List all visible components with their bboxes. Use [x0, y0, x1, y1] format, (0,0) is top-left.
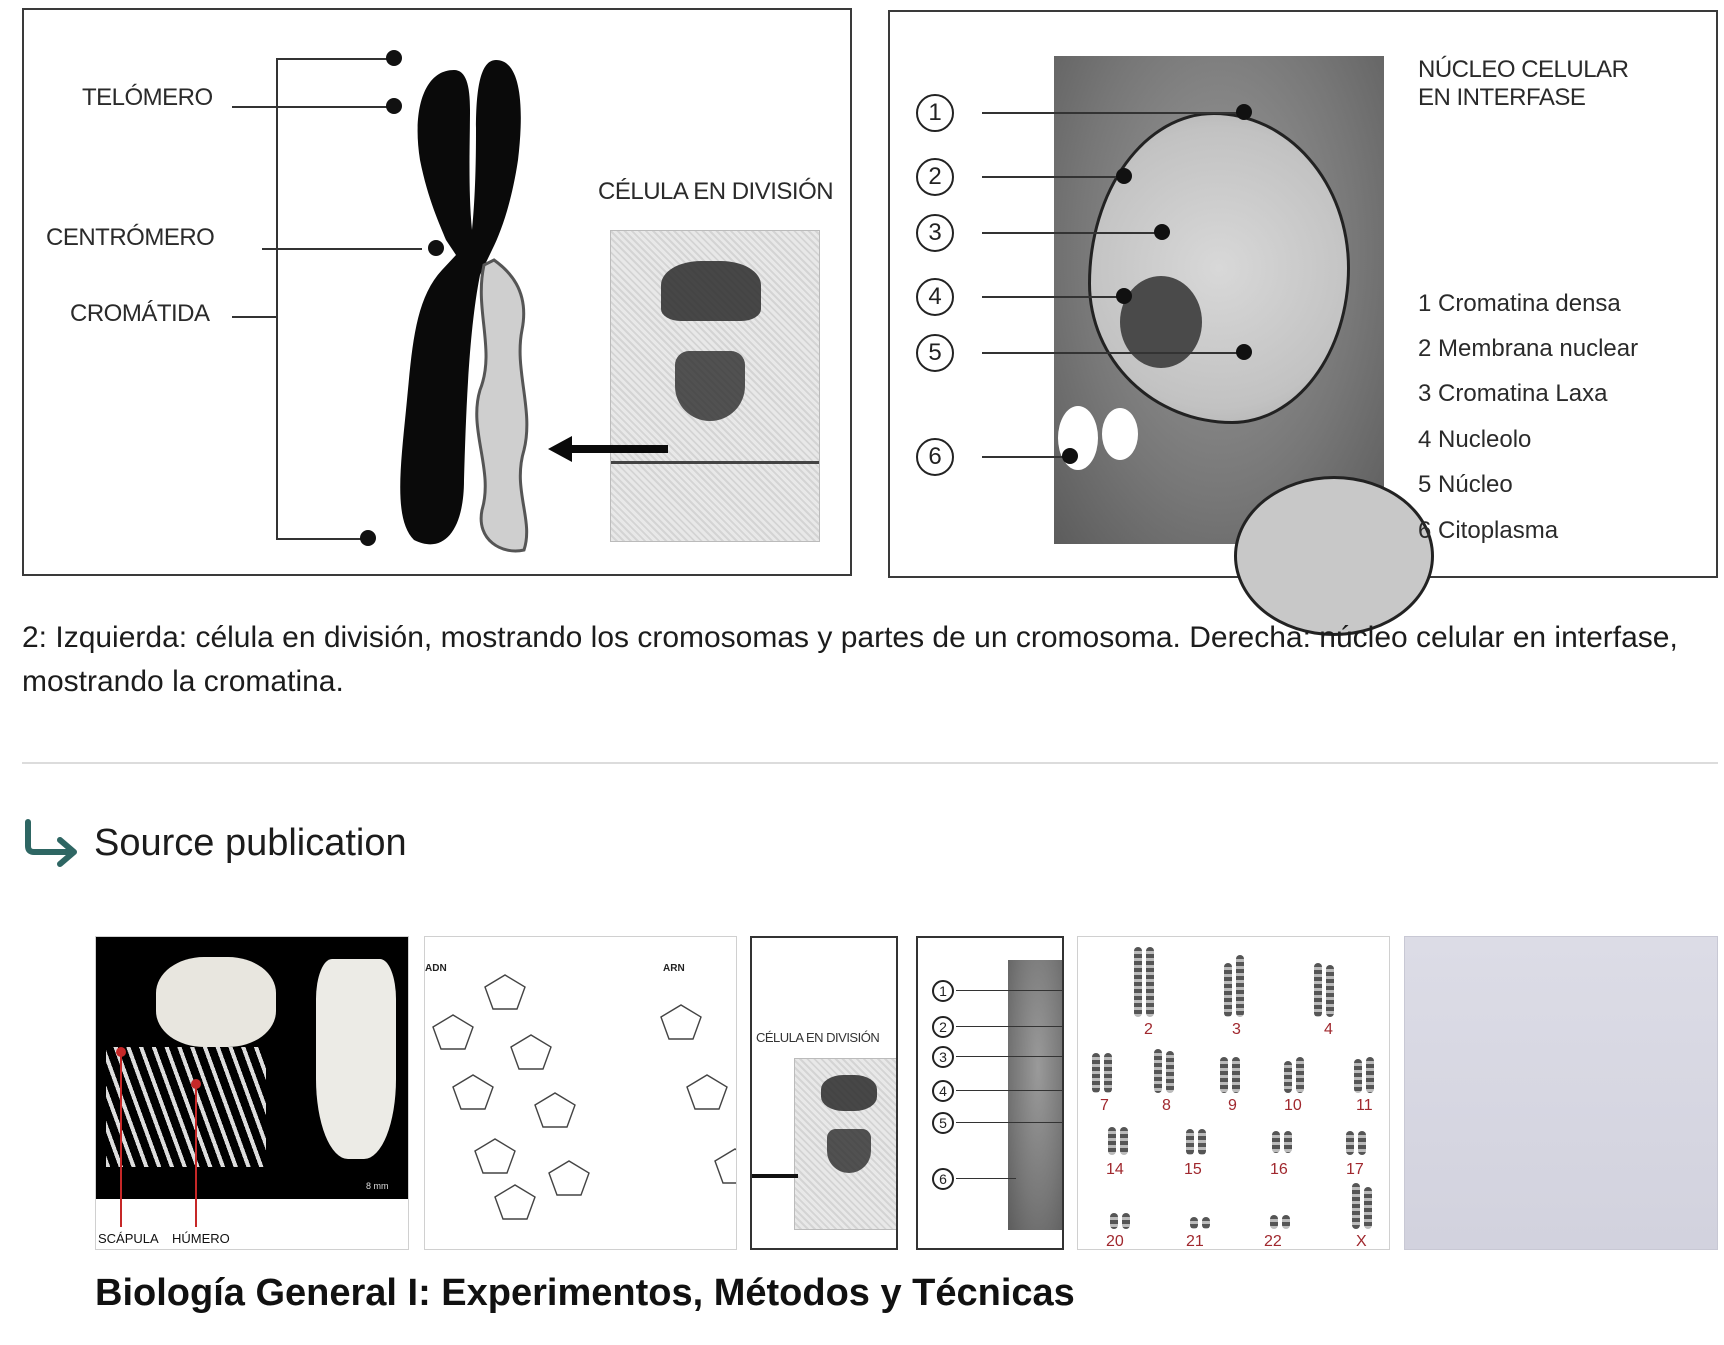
- marker-dot: [1062, 448, 1078, 464]
- source-publication-label: Source publication: [94, 821, 407, 864]
- arrow-left-icon: [548, 434, 668, 464]
- pointer-line: [982, 232, 1162, 234]
- publication-title[interactable]: Biología General I: Experimentos, Métodos y Técnicas: [95, 1272, 1075, 1314]
- karyotype-number: 2: [1144, 1021, 1153, 1038]
- thumb-marker-6: 6: [932, 1168, 954, 1190]
- thumb-arrow-fragment: [752, 1174, 798, 1178]
- thumbnail-cell-division-crop[interactable]: [750, 936, 898, 1250]
- pointer-line: [956, 1056, 1064, 1057]
- pointer-line: [982, 352, 1244, 354]
- karyotype-number: 22: [1264, 1233, 1282, 1250]
- marker-1: 1: [916, 94, 954, 132]
- label-centromere: CENTRÓMERO: [46, 224, 215, 251]
- pointer-line: [276, 538, 366, 540]
- thumb-marker-3: 3: [932, 1046, 954, 1068]
- marker-3: 3: [916, 214, 954, 252]
- marker-2: 2: [916, 158, 954, 196]
- pointer-line: [956, 1026, 1064, 1027]
- marker-6: 6: [916, 438, 954, 476]
- thumb-micrograph: [794, 1058, 898, 1230]
- pointer-line: [982, 176, 1122, 178]
- nucleus-micrograph: [1054, 56, 1384, 544]
- telomere-dot: [360, 530, 376, 546]
- nucleus-title-line1: NÚCLEO CELULAR: [1418, 56, 1629, 83]
- thumb-label-scapula: SCÁPULA: [98, 1231, 159, 1246]
- nucleolus-shape: [1120, 276, 1202, 368]
- karyotype-number: 7: [1100, 1097, 1109, 1114]
- karyotype-number: X: [1356, 1233, 1367, 1250]
- karyotype-number: 14: [1106, 1161, 1124, 1178]
- karyotype-number: 21: [1186, 1233, 1204, 1250]
- karyotype-number: 15: [1184, 1161, 1202, 1178]
- cell-division-title: CÉLULA EN DIVISIÓN: [598, 178, 834, 205]
- figure-caption: 2: Izquierda: célula en división, mostrando los cromosomas y partes de un cromosoma. Derecha: núcleo celular en interfase, mostrando la cromatina.: [22, 621, 1678, 698]
- bracket-line: [276, 58, 278, 540]
- pointer-line: [956, 990, 1064, 991]
- label-telomere: TELÓMERO: [82, 84, 213, 111]
- thumb-cell-division-title: CÉLULA EN DIVISIÓN: [756, 1030, 880, 1045]
- return-arrow-icon: [22, 818, 80, 868]
- karyotype-number: 10: [1284, 1097, 1302, 1114]
- karyotype-number: 17: [1346, 1161, 1364, 1178]
- karyotype-number: 4: [1324, 1021, 1333, 1038]
- label-chromatid: CROMÁTIDA: [70, 300, 210, 327]
- pointer-line: [956, 1178, 1016, 1179]
- dividing-cell-micrograph: [610, 230, 820, 542]
- nucleus-shape: [1088, 112, 1350, 424]
- source-publication-header: [22, 818, 407, 868]
- thumb-marker-4: 4: [932, 1080, 954, 1102]
- legend-item-2: 2 Membrana nuclear: [1418, 335, 1639, 362]
- karyotype-number: 11: [1356, 1097, 1373, 1114]
- thumb-marker-5: 5: [932, 1112, 954, 1134]
- thumb-marker-1: 1: [932, 980, 954, 1002]
- marker-dot: [1236, 344, 1252, 360]
- chromosome-figure-panel: [22, 8, 852, 576]
- karyotype-number: 16: [1270, 1161, 1288, 1178]
- nucleus-title-line2: EN INTERFASE: [1418, 84, 1586, 111]
- pointer-line: [232, 316, 276, 318]
- thumbnail-placeholder[interactable]: [1404, 936, 1718, 1250]
- pointer-line: [276, 58, 394, 60]
- marker-dot: [1116, 168, 1132, 184]
- karyotype-number: 8: [1162, 1097, 1171, 1114]
- marker-dot: [1236, 104, 1252, 120]
- nucleotide-structure-illustration: [425, 937, 737, 1250]
- marker-dot: [1154, 224, 1170, 240]
- karyotype-number: 20: [1106, 1233, 1124, 1250]
- marker-5: 5: [916, 334, 954, 372]
- chromosome-illustration: [384, 50, 584, 570]
- legend-item-6: 6 Citoplasma: [1418, 517, 1559, 544]
- section-divider: [22, 762, 1718, 764]
- marker-dot: [1116, 288, 1132, 304]
- pointer-line: [956, 1090, 1064, 1091]
- thumbnail-karyotype-figure[interactable]: [1077, 936, 1390, 1250]
- thumbnail-skeleton-figure[interactable]: [95, 936, 409, 1250]
- marker-4: 4: [916, 278, 954, 316]
- legend-item-4: 4 Nucleolo: [1418, 426, 1532, 453]
- karyotype-number: 9: [1228, 1097, 1237, 1114]
- thumb-label-arn: ARN: [663, 963, 685, 974]
- thumb-label-humerus: HÚMERO: [172, 1231, 230, 1246]
- legend-item-1: 1 Cromatina densa: [1418, 290, 1621, 317]
- karyotype-number: 3: [1232, 1021, 1241, 1038]
- pointer-line: [982, 296, 1122, 298]
- legend-item-3: 3 Cromatina Laxa: [1418, 380, 1608, 407]
- pointer-line: [956, 1122, 1064, 1123]
- thumb-label-adn: ADN: [425, 963, 447, 974]
- thumb-scale-bar: 8 mm: [366, 1181, 389, 1191]
- pointer-line: [982, 456, 1068, 458]
- pointer-line: [232, 106, 392, 108]
- legend-item-5: 5 Núcleo: [1418, 471, 1513, 498]
- pointer-line: [982, 112, 1244, 114]
- thumbnail-dna-rna-figure[interactable]: [424, 936, 737, 1250]
- thumb-marker-2: 2: [932, 1016, 954, 1038]
- thumb-micrograph: [1008, 960, 1064, 1230]
- thumbnail-nucleus-crop[interactable]: [916, 936, 1064, 1250]
